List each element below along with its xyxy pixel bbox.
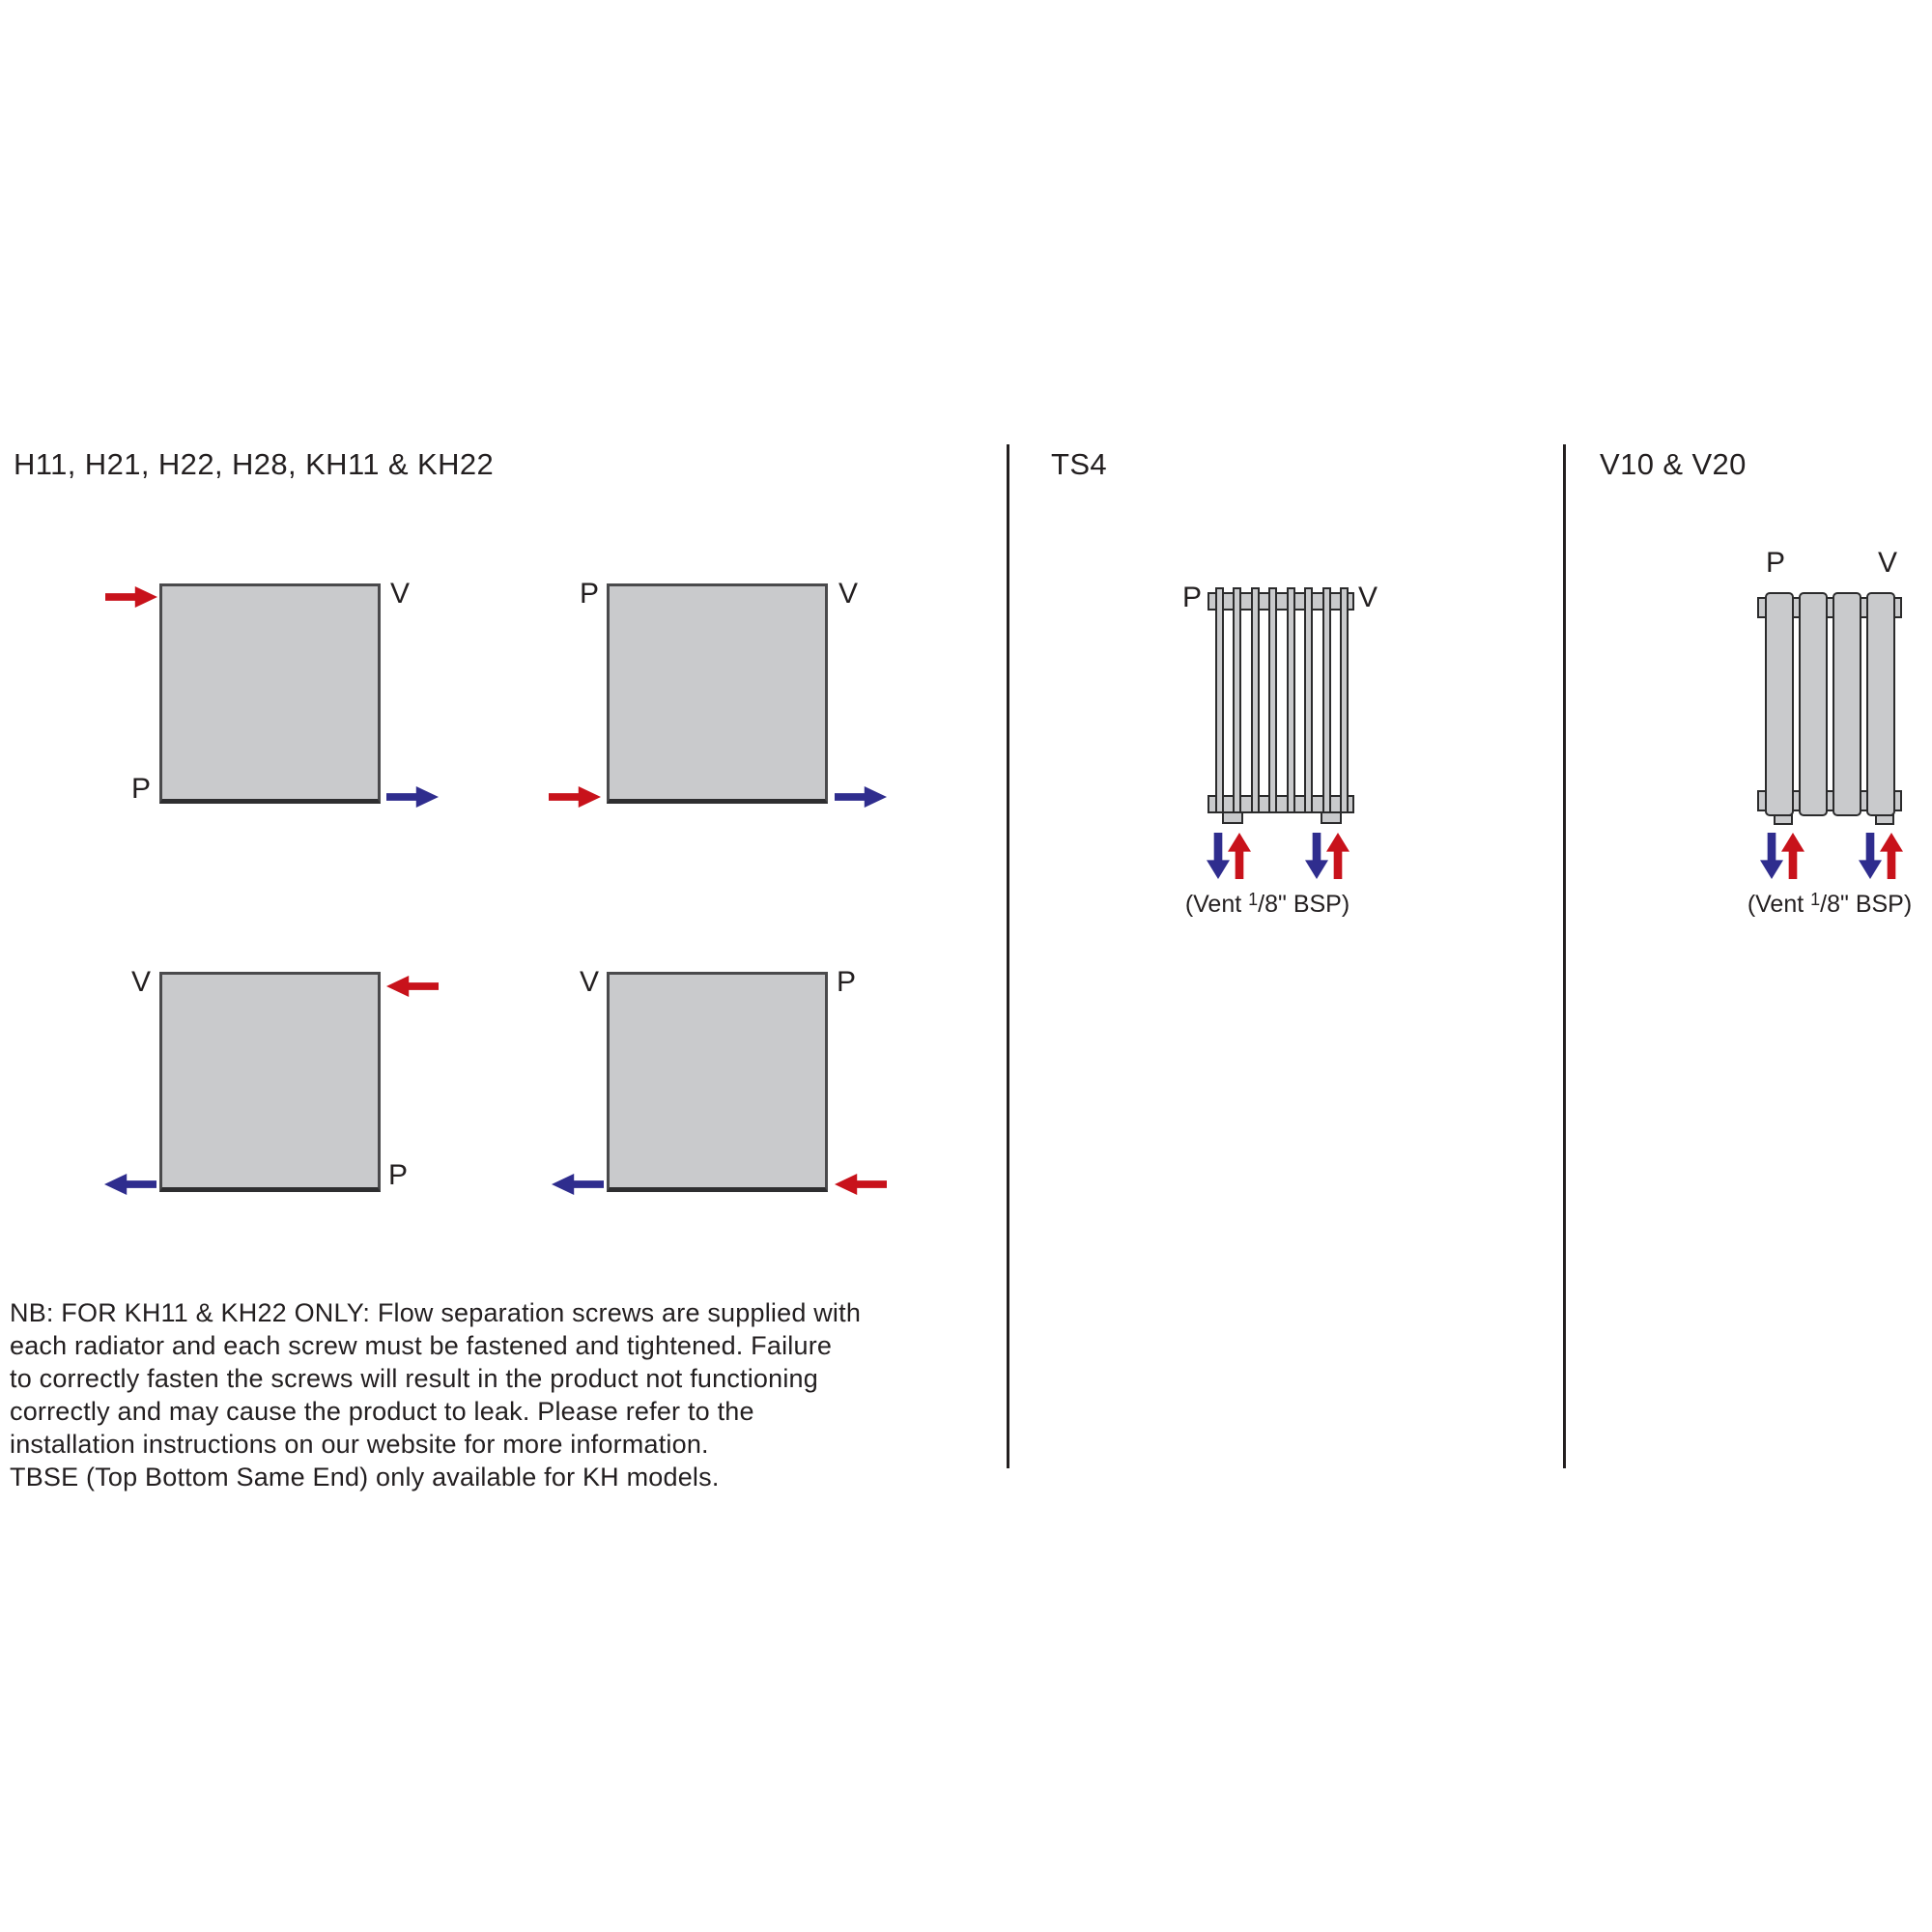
vent-label-sq4: V	[580, 966, 600, 998]
flow-arrow-up-v10-right	[1880, 833, 1903, 879]
ts4-tube-3	[1251, 587, 1260, 813]
radiator-square-4	[607, 972, 828, 1192]
ts4-tube-2	[1233, 587, 1241, 813]
ts4-tube-7	[1322, 587, 1331, 813]
vent-label-sq3: V	[131, 966, 152, 998]
flow-arrow-up-ts4-left	[1228, 833, 1251, 879]
outlet-arrow-blue-sq2	[835, 785, 887, 809]
ts4-tube-5	[1287, 587, 1295, 813]
inlet-arrow-red-sq1	[105, 585, 157, 609]
radiator-square-1	[159, 583, 381, 804]
outlet-arrow-blue-sq4	[552, 1173, 604, 1196]
section-title-v10-v20: V10 & V20	[1600, 447, 1747, 481]
section-title-horizontal-models: H11, H21, H22, H28, KH11 & KH22	[14, 447, 495, 481]
vent-label-v10: V	[1878, 547, 1898, 579]
ts4-tube-4	[1268, 587, 1277, 813]
return-arrow-down-v10-right	[1859, 833, 1882, 879]
vent-text-pre: (Vent	[1747, 891, 1811, 918]
section-divider-1	[1007, 444, 1009, 1468]
vent-text-post: /8" BSP)	[1258, 891, 1350, 918]
inlet-arrow-red-sq2	[549, 785, 601, 809]
plug-label-ts4: P	[1182, 582, 1203, 613]
ts4-tube-8	[1340, 587, 1349, 813]
radiator-square-2	[607, 583, 828, 804]
note-line-2: each radiator and each screw must be fastened and tightened. Failure	[10, 1331, 833, 1360]
vent-label-sq2: V	[838, 578, 859, 610]
note-line-1: NB: FOR KH11 & KH22 ONLY: Flow separation screws are supplied with	[10, 1298, 862, 1327]
kh-note	[10, 1296, 927, 1493]
note-line-4: correctly and may cause the product to leak. Please refer to the	[10, 1397, 754, 1426]
plug-label-sq1: P	[131, 773, 152, 805]
note-line-5: installation instructions on our website for more information.	[10, 1430, 709, 1459]
plug-label-sq4: P	[837, 966, 857, 998]
inlet-arrow-red-sq3	[386, 975, 439, 998]
v10-panel-4	[1866, 592, 1895, 816]
outlet-arrow-blue-sq1	[386, 785, 439, 809]
vent-text-pre: (Vent	[1184, 891, 1249, 918]
note-line-3: to correctly fasten the screws will result in the product not functioning	[10, 1364, 818, 1393]
vent-fraction-numerator: 1	[1810, 890, 1821, 910]
vent-text-post: /8" BSP)	[1820, 891, 1913, 918]
plug-label-v10: P	[1766, 547, 1786, 579]
return-arrow-down-ts4-left	[1207, 833, 1230, 879]
flow-arrow-up-ts4-right	[1326, 833, 1350, 879]
ts4-tube-1	[1215, 587, 1224, 813]
v10-panel-1	[1765, 592, 1794, 816]
outlet-arrow-blue-sq3	[104, 1173, 156, 1196]
vent-size-note-ts4	[1165, 891, 1370, 919]
note-line-6: TBSE (Top Bottom Same End) only available for KH models.	[10, 1463, 720, 1492]
v10-panel-2	[1799, 592, 1828, 816]
inlet-arrow-red-sq4	[835, 1173, 887, 1196]
return-arrow-down-v10-left	[1760, 833, 1783, 879]
section-title-ts4: TS4	[1051, 447, 1108, 481]
v10-panel-3	[1833, 592, 1861, 816]
radiator-square-3	[159, 972, 381, 1192]
ts4-top-header	[1208, 592, 1354, 611]
return-arrow-down-ts4-right	[1305, 833, 1328, 879]
vent-label-ts4: V	[1358, 582, 1378, 613]
ts4-tube-6	[1304, 587, 1313, 813]
vent-size-note-v10	[1727, 891, 1932, 919]
vent-fraction-numerator: 1	[1248, 890, 1259, 910]
plug-label-sq3: P	[388, 1159, 409, 1191]
flow-arrow-up-v10-left	[1781, 833, 1804, 879]
section-divider-2	[1563, 444, 1566, 1468]
plug-label-sq2: P	[580, 578, 600, 610]
vent-label-sq1: V	[390, 578, 411, 610]
